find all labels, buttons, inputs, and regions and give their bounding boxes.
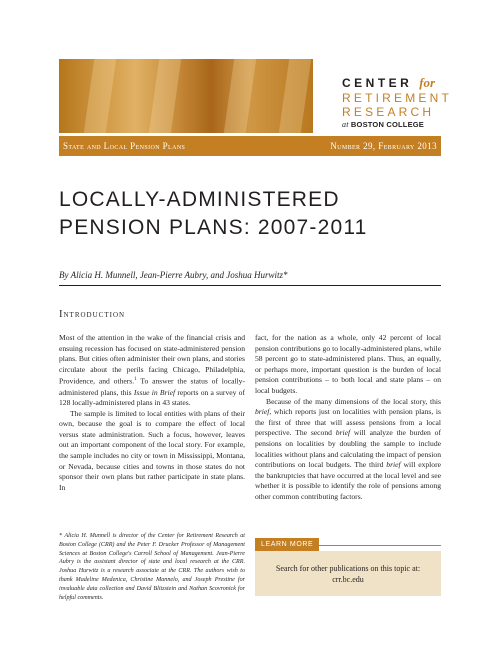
- learn-more-text: Search for other publications on this topic at:: [275, 563, 421, 573]
- title-line-2: PENSION PLANS: 2007-2011: [59, 216, 368, 239]
- series-name: State and Local Pension Plans: [63, 141, 186, 151]
- authors-byline: By Alicia H. Munnell, Jean-Pierre Aubry, and Joshua Hurwitz*: [59, 270, 288, 280]
- logo-center-text: CENTER for: [342, 75, 436, 90]
- learn-more-link[interactable]: crr.bc.edu: [332, 574, 364, 584]
- title-line-1: LOCALLY-ADMINISTERED: [59, 188, 340, 211]
- learn-more-label: LEARN MORE: [255, 538, 319, 551]
- section-heading: Introduction: [59, 309, 126, 320]
- page-title: [59, 186, 449, 242]
- issue-number: Number 29, February 2013: [330, 141, 437, 151]
- right-column: [255, 333, 441, 503]
- series-bar: [59, 136, 441, 156]
- paragraph: Because of the many dimensions of the local story, this brief, which reports just on localities with pension plans, is the first of three that will assess pensions from a local perspective. The second brief will analyze the burden of pensions on localities by doubling the sample to include localities without plans and calculating the impact of pension contributions on local budgets. The third brief will explore the bankruptcies that have occurred at the local level and see whether it is possible to identify the role of pensions among other common contributing factors.: [255, 396, 441, 501]
- logo-bc-text: at BOSTON COLLEGE: [342, 120, 425, 129]
- left-column: [59, 333, 245, 493]
- author-footnote: * Alicia H. Munnell is director of the Center for Retirement Research at Boston College (CRR) and the Peter F. Drucker Professor of Management Sciences at Boston College's Carroll School of Management. Jean-Pierre Aubry is the assistant director of state and local research at the CRR. Joshua Hurwitz is a research associate at the CRR. The authors wish to thank Madeline Medenica, Christine Mannelo, and Joseph Prestine for invaluable data collection and David Blitzstein and Nathan Scovronick for helpful comments.: [59, 533, 245, 601]
- paragraph: fact, for the nation as a whole, only 42 percent of local pension contributions go to locally-administered plans, while 58 percent go to state-administered plans. Thus, an equally, or perhaps more, important question is the burden of local pension contributions – to both local and state plans – on local budgets.: [255, 333, 441, 395]
- crr-logo[interactable]: [342, 75, 452, 129]
- divider: [59, 285, 441, 286]
- footnote-ref[interactable]: 1: [134, 377, 137, 383]
- header-photo-banner: [59, 59, 313, 133]
- paragraph: The sample is limited to local entities with plans of their own, because the goal is to compare the effect of local versus state administration. Such a focus, however, leaves out an important component of the local story. For example, the sample includes no city or town in Mississippi, Montana, or Nevada, because cities and towns in those states do not sponsor their own plans but rather participate in state plans. In: [59, 408, 245, 492]
- learn-more-box: [255, 551, 441, 596]
- logo-retirement-text: RETIREMENT: [342, 91, 452, 105]
- logo-research-text: RESEARCH: [342, 105, 435, 119]
- paragraph: Most of the attention in the wake of the financial crisis and ensuing recession has focused on state-administered pension plans. But cities often administer their own plans, and stories circulate about the perils facing Chicago, Philadelphia, Providence, and others.$^1$ To answer the status of locally-administered plans, this Issue in Brief reports on a survey of 128 locally-administered plans in 43 states.: [59, 333, 245, 408]
